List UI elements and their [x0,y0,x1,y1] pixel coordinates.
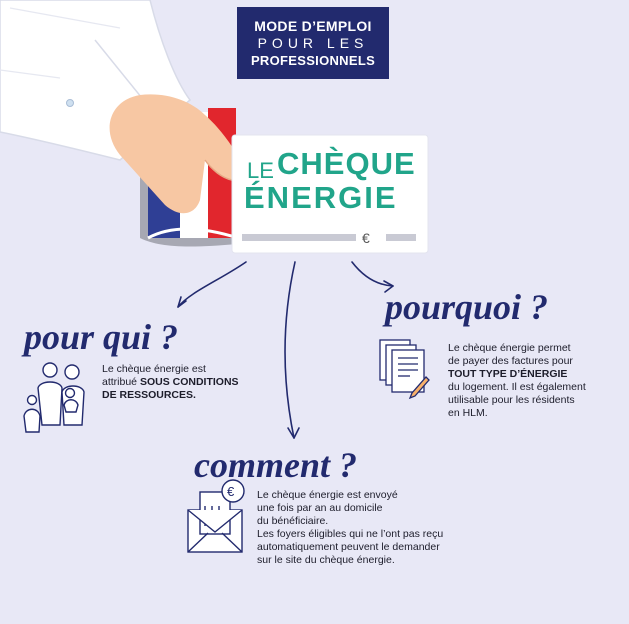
badge-line-1: MODE D’EMPLOI [254,18,372,34]
comment-line-1: Le chèque énergie est envoyé [257,489,398,501]
pourquoi-line-2: de payer des factures pour [448,355,573,367]
heading-pourquoi: pourquoi ? [385,287,549,327]
comment-line-5: automatiquement peuvent le demander [257,541,440,553]
pourquoi-line-1: Le chèque énergie permet [448,342,571,354]
pour-qui-line-1: Le chèque énergie est [102,363,206,375]
documents-icon [380,340,429,398]
pourquoi-text [448,342,586,420]
badge-line-2: POUR LES [257,35,369,51]
pourquoi-line-4: du logement. Il est également [448,381,586,393]
comment-line-6: sur le site du chèque énergie. [257,554,395,566]
pourquoi-line-5: utilisable pour les résidents [448,394,575,406]
svg-text:€: € [227,484,235,499]
comment-line-4: Les foyers éligibles qui ne l’ont pas reçu [257,528,444,540]
comment-text [257,489,443,567]
pour-qui-line-3: DE RESSOURCES. [102,389,196,401]
pourquoi-line-3: TOUT TYPE D’ÉNERGIE [448,368,568,380]
pour-qui-text [102,363,239,402]
pourquoi-line-6: en HLM. [448,407,488,419]
envelope-icon [188,480,244,552]
pour-qui-line-2b: SOUS CONDITIONS [139,376,239,388]
card-title-line-2: ÉNERGIE [244,180,398,215]
euro-sign: € [362,230,370,246]
badge-line-3: PROFESSIONNELS [250,53,376,68]
heading-comment: comment ? [194,445,357,485]
card-le-text: LE [247,158,274,183]
pour-qui-line-2a: attribué [102,376,140,388]
heading-pour-qui: pour qui ? [24,317,179,357]
comment-line-3: du bénéficiaire. [257,515,329,527]
card-title-line-1: CHÈQUE [277,146,416,181]
pour-qui-line-2 [102,376,239,389]
comment-line-2: une fois par an au domicile [257,502,383,514]
family-icon [24,363,84,432]
arrow-icon [178,262,393,438]
